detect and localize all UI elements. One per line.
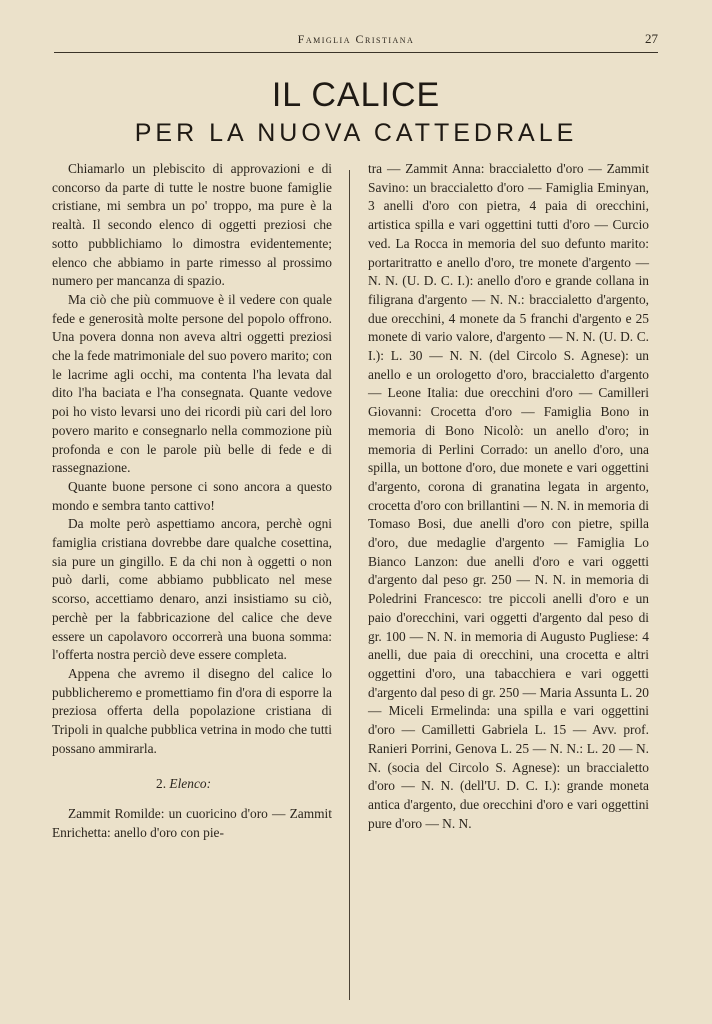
paragraph: Chiamarlo un plebiscito di approvazioni e di concorso da parte di tutte le nostre buone famiglie cristiane, mi sembra un po' troppo, ma pure è la realtà. Il secondo elenco di oggetti preziosi che sotto pubblichiamo lo dimostra evidentemente; elenco che abbiamo in parte rimesso al prossimo numero per mancanza di spazio. [52, 161, 332, 289]
right-column [368, 160, 649, 833]
section-number: 2. [156, 775, 167, 791]
article-title: IL CALICE [271, 76, 441, 114]
paragraph: Quante buone persone ci sono ancora a questo mondo e sembra tanto cattivo! [52, 478, 332, 513]
paragraph: Appena che avremo il disegno del calice lo pubblicheremo e promettiamo fin d'ora di esporre la preziosa offerta della popolazione cristiana di Tripoli in qualche pubblica vetrina in modo che tutti possano ammirarla. [52, 665, 332, 756]
running-title: Famiglia Cristiana [297, 32, 415, 46]
paragraph: Zammit Romilde: un cuoricino d'oro — Zammit Enrichetta: anello d'oro con pie- [52, 806, 332, 840]
left-column [52, 160, 332, 843]
running-header [54, 30, 658, 53]
column-divider [349, 170, 350, 1000]
paragraph: Ma ciò che più commuove è il vedere con quale fede e generosità molte persone del popolo offrono. Una povera donna non aveva altri oggetti preziosi che la fede matrimoniale del suo povero marito; con le lacrime agli occhi, ma contenta l'ha levata dal dito l'ha baciata e l'ha consegnata. Quante vedove poi ho visto levarsi uno dei ricordi più cari del loro povero marito e consegnarlo nella commozione più profonda e con le parole più belle di fede e di rassegnazione. [52, 291, 332, 476]
section-label: Elenco: [169, 775, 212, 791]
paragraph: Da molte però aspettiamo ancora, perchè ogni famiglia cristiana dovrebbe dare qualche cosettina, sia pure un gingillo. E da chi non à oggetti o non può darli, come abbiamo pubblicato nel mese scorso, accettiamo denaro, anzi insistiamo su ciò, perchè per la fabbricazione del calice che deve essere un capolavoro occorrerà una buona somma: l'offerta nostra perciò deve essere completa. [52, 516, 332, 663]
article-subtitle: PER LA NUOVA CATTEDRALE [134, 119, 578, 147]
page-number: 27 [645, 31, 658, 46]
paragraph: tra — Zammit Anna: braccialetto d'oro — Zammit Savino: un braccialetto d'oro — Famiglia Eminyan, 3 anelli d'oro con pietra, 4 paia di orecchini, artistica spilla e vari oggettini tutti d'oro — Curcio ved. La Rocca in memoria del suo defunto marito: portaritratto e anello d'oro, tre monete d'argento — N. N. (U. D. C. I.): anello d'oro e grande collana in filigrana d'argento — N. N.: braccialetto d'argento, due orecchini, 4 monete da 5 franchi d'argento e 25 monete di vario valore, d'argento — N. N. (U. D. C. I.): L. 30 — N. N. (del Circolo S. Agnese): un anello e un orologetto d'oro, braccialetto d'argento — Leone Italia: due orecchini d'oro — Camilleri Giovanni: Crocetta d'oro — Famiglia Bono in memoria di Bono Nicolò: un anello d'oro; in memoria di Perlini Corrado: un anello d'oro, una spilla, un bottone d'oro, due monete e vari oggettini d'argento, corona di granatina legata in argento, crocetta d'oro con brillantini — N. N. in memoria di Tomaso Bosi, due anelli d'oro con pietre, spilla d'oro, due medaglie d'argento — Famiglia Lo Bianco Lanzon: due anelli d'oro e vari oggetti d'argento dal peso gr. 250 — N. N. in memoria di Poledrini Francesco: tre piccoli anelli d'oro e un paio d'orecchini, vari oggetti d'argento dal peso di gr. 100 — N. N. in memoria di Augusto Pugliese: 4 anelli, due paia di orecchini, una crocetta e altri oggettini d'oro, una tabacchiera e vari oggetti d'argento dal peso di gr. 250 — Maria Assunta L. 20 — Miceli Ermelinda: una spilla e vari oggettini d'oro — Camilletti Gabriela L. 15 — Avv. prof. Ranieri Porrini, Genova L. 25 — N. N.: L. 20 — N. N. (socia del Circolo S. Agnese): un braccialetto d'oro — N. N. (dell'U. D. C. I.): grande moneta antica d'argento, due orecchini d'oro e vari oggettini pure d'oro — N. N. [368, 161, 649, 831]
section-heading [52, 775, 332, 794]
